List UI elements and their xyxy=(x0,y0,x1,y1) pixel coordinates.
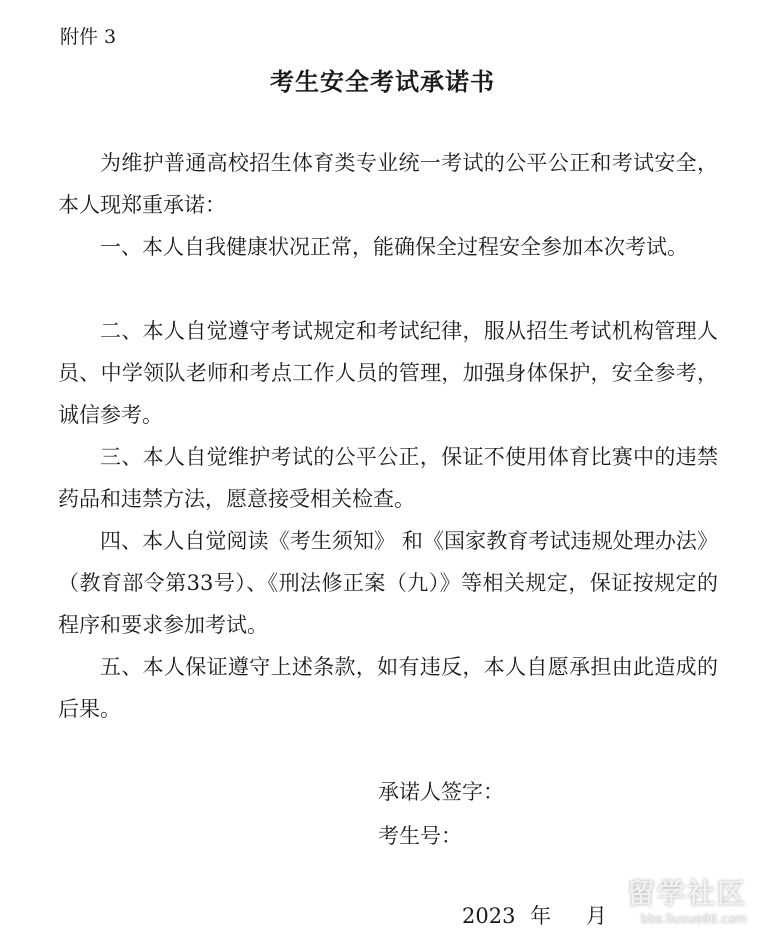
clause-2-text: 二、本人自觉遵守考试规定和考试纪律，服从招生考试机构管理人员、中学领队老师和考点工作人员的管理，加强身体保护，安全参考，诚信参考。 xyxy=(58,319,718,427)
intro-paragraph xyxy=(58,142,718,226)
watermark xyxy=(597,869,747,929)
clause-1-text: 一、本人自我健康状况正常，能确保全过程安全参加本次考试。 xyxy=(100,235,688,259)
signer-label: 承诺人签字： xyxy=(378,780,504,804)
clause-5-text: 五、本人保证遵守上述条款，如有违反，本人自愿承担由此造成的后果。 xyxy=(58,655,718,721)
clause-5 xyxy=(58,646,718,730)
page-title: 考生安全考试承诺书 xyxy=(270,67,495,96)
attachment-label: 附件 3 xyxy=(60,26,117,48)
clause-4-text: 四、本人自觉阅读《考生须知》 和《国家教育考试违规处理办法》（教育部令第33号）、《刑法修正案（九）》等相关规定，保证按规定的程序和要求参加考试。 xyxy=(58,529,718,637)
date-year: 2023 xyxy=(462,904,516,928)
clause-3 xyxy=(58,436,718,520)
exam-number-label: 考生号： xyxy=(378,824,462,848)
date-year-unit: 年 xyxy=(530,904,552,928)
clause-3-text: 三、本人自觉维护考试的公平公正，保证不使用体育比赛中的违禁药品和违禁方法，愿意接受相关检查。 xyxy=(58,445,718,511)
clause-1 xyxy=(58,226,718,268)
date-month-unit: 月 xyxy=(585,904,607,928)
watermark-url: bbs.liuxue86.com xyxy=(640,912,747,926)
clause-2 xyxy=(58,310,718,436)
date-line xyxy=(462,900,607,930)
intro-text: 为维护普通高校招生体育类专业统一考试的公平公正和考试安全，本人现郑重承诺： xyxy=(58,151,718,217)
watermark-logo: 留学社区 xyxy=(626,877,747,910)
clause-4 xyxy=(58,520,718,646)
